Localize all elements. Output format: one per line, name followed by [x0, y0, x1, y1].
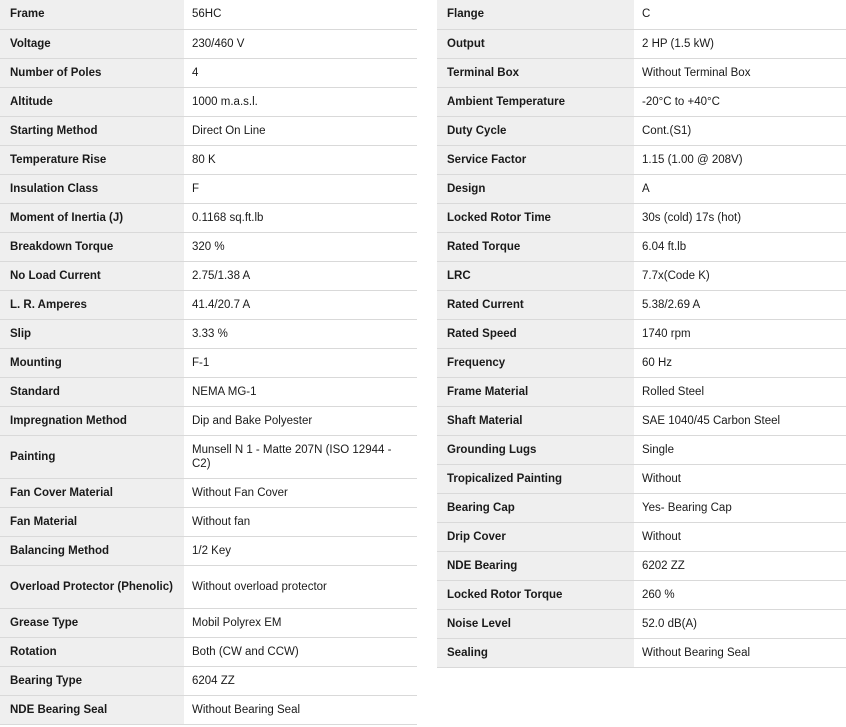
spec-value: A [634, 174, 846, 203]
spec-label: Frequency [437, 348, 634, 377]
spec-row [0, 0, 417, 29]
right-spec-table-body [437, 0, 846, 667]
spec-value: Rolled Steel [634, 377, 846, 406]
spec-label: Impregnation Method [0, 406, 184, 435]
spec-row [437, 377, 846, 406]
spec-row [437, 145, 846, 174]
spec-label: Tropicalized Painting [437, 464, 634, 493]
spec-row [0, 203, 417, 232]
spec-row [437, 261, 846, 290]
spec-label: Grease Type [0, 608, 184, 637]
spec-label: L. R. Amperes [0, 290, 184, 319]
spec-label: Sealing [437, 638, 634, 667]
spec-label: Rotation [0, 637, 184, 666]
spec-value: 30s (cold) 17s (hot) [634, 203, 846, 232]
spec-row [437, 580, 846, 609]
spec-value: C [634, 0, 846, 29]
spec-label: Frame Material [437, 377, 634, 406]
spec-label: Rated Current [437, 290, 634, 319]
spec-label: Frame [0, 0, 184, 29]
spec-value: Dip and Bake Polyester [184, 406, 417, 435]
spec-label: Locked Rotor Time [437, 203, 634, 232]
spec-value: 1/2 Key [184, 536, 417, 565]
spec-label: Noise Level [437, 609, 634, 638]
spec-row [437, 638, 846, 667]
spec-label: Ambient Temperature [437, 87, 634, 116]
spec-label: Altitude [0, 87, 184, 116]
spec-row [0, 666, 417, 695]
spec-label: Voltage [0, 29, 184, 58]
spec-label: Breakdown Torque [0, 232, 184, 261]
spec-label: Temperature Rise [0, 145, 184, 174]
spec-row [437, 58, 846, 87]
spec-value: 3.33 % [184, 319, 417, 348]
spec-row [437, 290, 846, 319]
spec-value: 6202 ZZ [634, 551, 846, 580]
spec-value: Yes- Bearing Cap [634, 493, 846, 522]
spec-value: Without Terminal Box [634, 58, 846, 87]
spec-label: Duty Cycle [437, 116, 634, 145]
spec-value: Without Fan Cover [184, 478, 417, 507]
spec-value: Mobil Polyrex EM [184, 608, 417, 637]
spec-label: Design [437, 174, 634, 203]
spec-value: Both (CW and CCW) [184, 637, 417, 666]
spec-row [0, 58, 417, 87]
spec-label: LRC [437, 261, 634, 290]
spec-value: 2 HP (1.5 kW) [634, 29, 846, 58]
spec-value: 1.15 (1.00 @ 208V) [634, 145, 846, 174]
spec-label: Painting [0, 435, 184, 478]
spec-value: Without overload protector [184, 565, 417, 608]
spec-row [437, 319, 846, 348]
spec-value: 230/460 V [184, 29, 417, 58]
spec-row [0, 261, 417, 290]
spec-label: Starting Method [0, 116, 184, 145]
spec-row [437, 0, 846, 29]
spec-row [0, 232, 417, 261]
spec-value: 0.1168 sq.ft.lb [184, 203, 417, 232]
spec-label: Output [437, 29, 634, 58]
spec-row [0, 536, 417, 565]
spec-row [0, 319, 417, 348]
spec-row [437, 29, 846, 58]
spec-row [0, 507, 417, 536]
spec-value: Without [634, 522, 846, 551]
spec-row [0, 695, 417, 724]
spec-row [0, 637, 417, 666]
spec-row [0, 290, 417, 319]
spec-value: 1000 m.a.s.l. [184, 87, 417, 116]
spec-value: Direct On Line [184, 116, 417, 145]
spec-label: Fan Material [0, 507, 184, 536]
spec-row [0, 145, 417, 174]
spec-value: F [184, 174, 417, 203]
spec-label: Standard [0, 377, 184, 406]
spec-value: 52.0 dB(A) [634, 609, 846, 638]
spec-row [0, 608, 417, 637]
spec-row [437, 116, 846, 145]
spec-row [437, 174, 846, 203]
spec-row [437, 464, 846, 493]
spec-row [437, 348, 846, 377]
spec-label: Rated Speed [437, 319, 634, 348]
spec-value: Without fan [184, 507, 417, 536]
left-spec-table [0, 0, 417, 725]
spec-value: 260 % [634, 580, 846, 609]
left-spec-table-body [0, 0, 417, 724]
spec-row [437, 406, 846, 435]
spec-value: 60 Hz [634, 348, 846, 377]
spec-value: 5.38/2.69 A [634, 290, 846, 319]
spec-row [437, 551, 846, 580]
spec-row [0, 348, 417, 377]
spec-label: Flange [437, 0, 634, 29]
spec-value: 1740 rpm [634, 319, 846, 348]
spec-value: Munsell N 1 - Matte 207N (ISO 12944 - C2) [184, 435, 417, 478]
spec-value: Single [634, 435, 846, 464]
spec-value: 4 [184, 58, 417, 87]
spec-value: Cont.(S1) [634, 116, 846, 145]
spec-row [0, 406, 417, 435]
spec-label: Grounding Lugs [437, 435, 634, 464]
spec-label: Rated Torque [437, 232, 634, 261]
spec-label: Slip [0, 319, 184, 348]
spec-label: Shaft Material [437, 406, 634, 435]
spec-label: Locked Rotor Torque [437, 580, 634, 609]
spec-label: Service Factor [437, 145, 634, 174]
spec-value: Without Bearing Seal [184, 695, 417, 724]
spec-label: Fan Cover Material [0, 478, 184, 507]
spec-row [0, 116, 417, 145]
spec-value: Without Bearing Seal [634, 638, 846, 667]
spec-value: -20°C to +40°C [634, 87, 846, 116]
spec-value: 6204 ZZ [184, 666, 417, 695]
spec-value: 320 % [184, 232, 417, 261]
spec-label: No Load Current [0, 261, 184, 290]
spec-label: Balancing Method [0, 536, 184, 565]
spec-value: 41.4/20.7 A [184, 290, 417, 319]
spec-label: Terminal Box [437, 58, 634, 87]
spec-value: SAE 1040/45 Carbon Steel [634, 406, 846, 435]
spec-row [0, 29, 417, 58]
spec-row [0, 174, 417, 203]
spec-label: Overload Protector (Phenolic) [0, 565, 184, 608]
spec-row [437, 435, 846, 464]
spec-row [0, 87, 417, 116]
spec-label: Drip Cover [437, 522, 634, 551]
spec-row [0, 435, 417, 478]
spec-value: 80 K [184, 145, 417, 174]
spec-value: 56HC [184, 0, 417, 29]
spec-value: 7.7x(Code K) [634, 261, 846, 290]
spec-label: Number of Poles [0, 58, 184, 87]
spec-row [437, 203, 846, 232]
spec-label: NDE Bearing Seal [0, 695, 184, 724]
spec-row [0, 377, 417, 406]
spec-row [437, 232, 846, 261]
spec-row [0, 565, 417, 608]
spec-row [437, 609, 846, 638]
spec-value: 2.75/1.38 A [184, 261, 417, 290]
spec-row [437, 87, 846, 116]
spec-value: 6.04 ft.lb [634, 232, 846, 261]
spec-label: Mounting [0, 348, 184, 377]
right-spec-table [437, 0, 846, 668]
spec-label: Insulation Class [0, 174, 184, 203]
spec-row [0, 478, 417, 507]
spec-label: Bearing Type [0, 666, 184, 695]
spec-label: Bearing Cap [437, 493, 634, 522]
spec-row [437, 493, 846, 522]
spec-value: F-1 [184, 348, 417, 377]
spec-label: NDE Bearing [437, 551, 634, 580]
spec-value: Without [634, 464, 846, 493]
spec-value: NEMA MG-1 [184, 377, 417, 406]
spec-row [437, 522, 846, 551]
spec-label: Moment of Inertia (J) [0, 203, 184, 232]
